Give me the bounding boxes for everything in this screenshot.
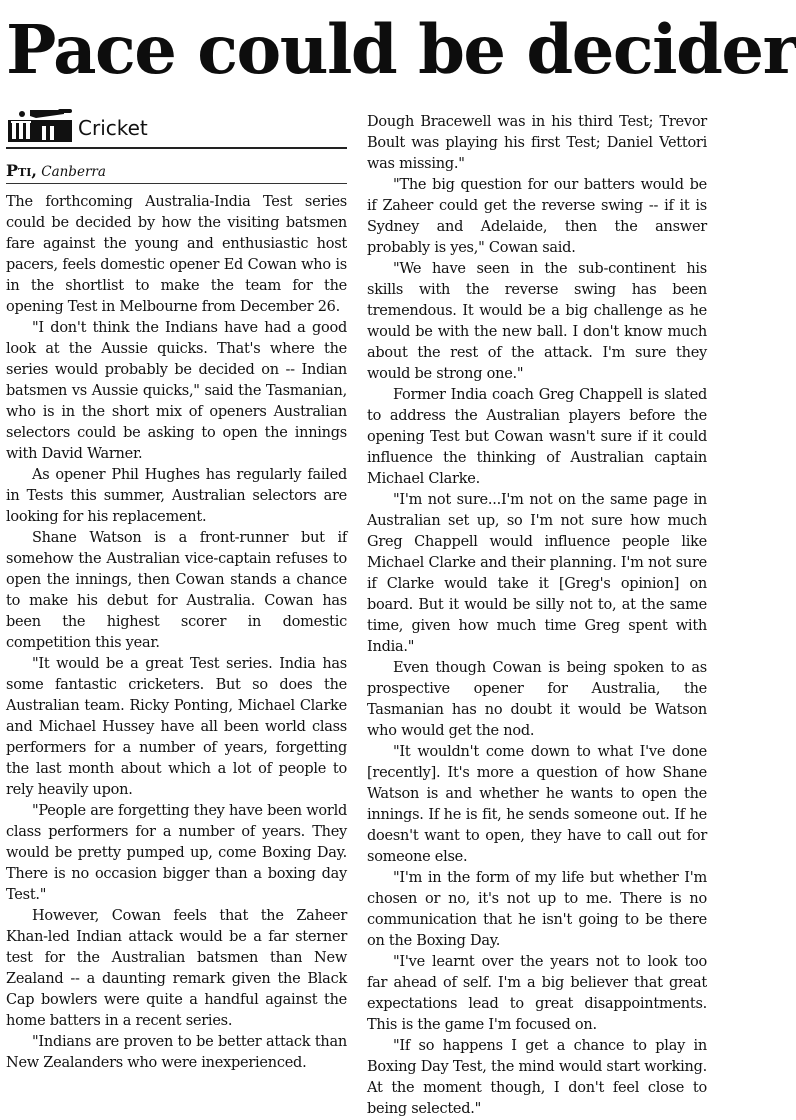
- cricket-bat-wicket-icon: [6, 108, 74, 144]
- paragraph: "I don't think the Indians have had a good look at the Aussie quicks. That's where the series would probably be decided on -- Indian batsmen vs Aussie quicks," said the Tasmanian, who is in the short mix of openers Australian selectors could be asking to open the innings with David Warner.: [6, 320, 347, 462]
- paragraph: However, Cowan feels that the Zaheer Khan-led Indian attack would be a far sterner test for the Australian batsmen than New Zealand -- a daunting remark given the Black Cap bowlers were quite a handful against the home batters in a recent series.: [6, 908, 347, 1029]
- section-kicker: [6, 108, 347, 144]
- paragraph: "It would be a great Test series. India has some fantastic cricketers. But so does the Australian team. Ricky Ponting, Michael Clarke and Michael Hussey have all been world class performers for a number of years, forgetting the last month about which a lot of people to rely heavily upon.: [6, 656, 347, 798]
- paragraph: "People are forgetting they have been world class performers for a number of years. They would be pretty pumped up, come Boxing Day. There is no occasion bigger than a boxing day Test.": [6, 803, 347, 903]
- dateline-rule: [6, 183, 347, 184]
- paragraph: "I'm in the form of my life but whether I'm chosen or no, it's not up to me. There is no communication that he isn't going to be there on the Boxing Day.: [367, 870, 707, 949]
- paragraph: "If so happens I get a chance to play in Boxing Day Test, the mind would start working. At the moment though, I don't feel close to being selected.": [367, 1038, 707, 1117]
- paragraph: Shane Watson is a front-runner but if somehow the Australian vice-captain refuses to open the innings, then Cowan stands a chance to make his debut for Australia. Cowan has been the highest scorer in domestic competition this year.: [6, 530, 347, 651]
- left-body: [6, 192, 347, 1074]
- paragraph: "I'm not sure...I'm not on the same page in Australian set up, so I'm not sure how much Greg Chappell would influence people like Michael Clarke and their planning. I'm not sure if Clarke would take it [Greg's opinion] on board. But it would be silly not to, at the same time, given how much time Greg spent with India.": [367, 492, 707, 655]
- agency-credit: Pti,: [6, 161, 37, 180]
- paragraph: The forthcoming Australia-India Test series could be decided by how the visiting batsmen fare against the young and enthusiastic host pacers, feels domestic opener Ed Cowan who is in the shortlist to make the team for the opening Test in Melbourne from December 26.: [6, 194, 347, 315]
- left-column: [6, 108, 347, 1074]
- paragraph: "We have seen in the sub-continent his skills with the reverse swing has been tremendous. It would be a big challenge as he would be with the new ball. I don't know much about the rest of the attack. I'm sure they would be strong one.": [367, 261, 707, 382]
- paragraph: "The big question for our batters would be if Zaheer could get the reverse swing -- if it is Sydney and Adelaide, then the answer probably is yes," Cowan said.: [367, 177, 707, 256]
- dateline: [6, 161, 347, 183]
- paragraph: Even though Cowan is being spoken to as prospective opener for Australia, the Tasmanian has no doubt it would be Watson who would get the nod.: [367, 660, 707, 739]
- paragraph: As opener Phil Hughes has regularly failed in Tests this summer, Australian selectors are looking for his replacement.: [6, 467, 347, 525]
- paragraph: Dough Bracewell was in his third Test; Trevor Boult was playing his first Test; Daniel Vettori was missing.": [367, 114, 707, 172]
- paragraph: "It wouldn't come down to what I've done [recently]. It's more a question of how Shane Watson is and whether he wants to open the innings. If he is fit, he sends someone out. If he doesn't want to open, they have to call out for someone else.: [367, 744, 707, 865]
- right-body: [367, 112, 707, 1120]
- paragraph: Former India coach Greg Chappell is slated to address the Australian players before the opening Test but Cowan wasn't sure if it could influence the thinking of Australian captain Michael Clarke.: [367, 387, 707, 487]
- dateline-place: Canberra: [41, 164, 106, 180]
- paragraph: "Indians are proven to be better attack than New Zealanders who were inexperienced.: [6, 1034, 347, 1071]
- paragraph: "I've learnt over the years not to look too far ahead of self. I'm a big believer that great expectations lead to great disappointments. This is the game I'm focused on.: [367, 954, 707, 1033]
- section-rule: [6, 147, 347, 149]
- headline: Pace could be decider: [6, 10, 796, 89]
- right-column: [367, 112, 707, 1120]
- section-label: Cricket: [78, 116, 148, 140]
